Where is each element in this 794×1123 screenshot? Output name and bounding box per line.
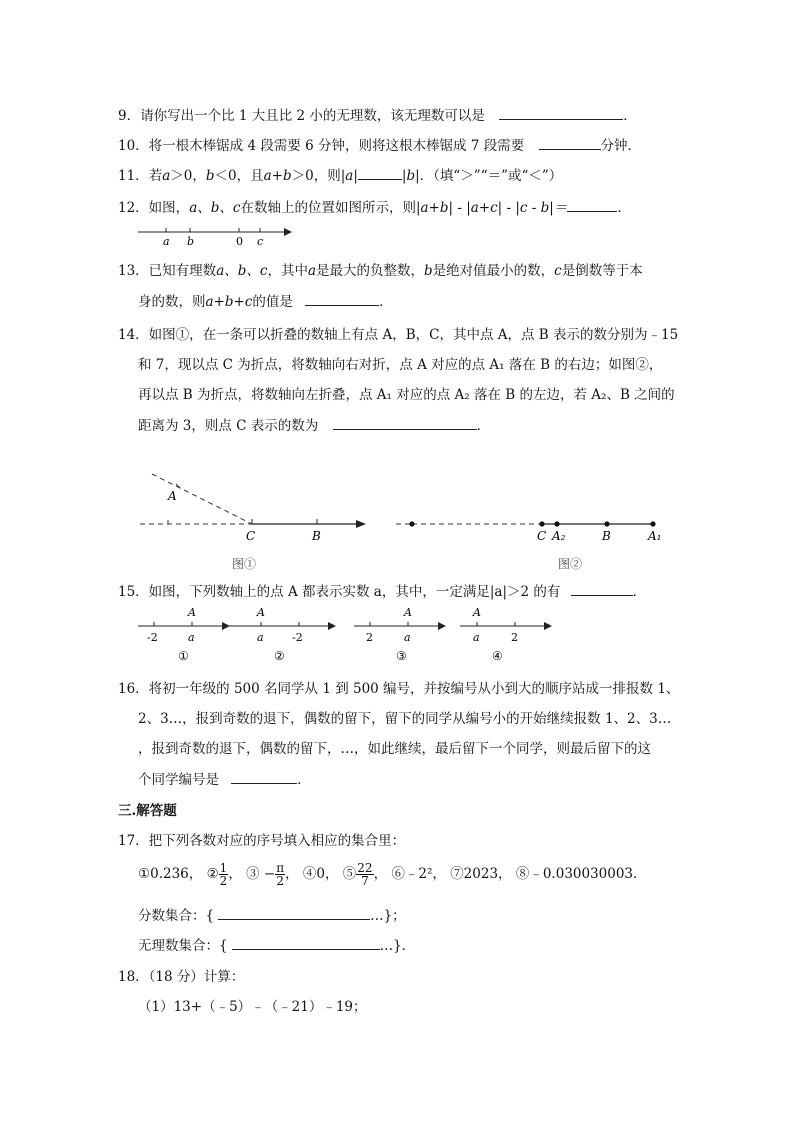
label-a: a	[163, 235, 170, 248]
answer-blank-14[interactable]	[333, 416, 477, 430]
axis-arrow	[438, 622, 446, 630]
q14-figure-2	[394, 468, 674, 574]
tick-label-2: a	[188, 631, 195, 644]
answer-blank-13[interactable]	[305, 292, 379, 306]
tick-label-2: 2	[511, 631, 518, 644]
q12-number-line	[136, 222, 296, 248]
tick-label-2: a	[404, 631, 411, 644]
question-14-line1: 14．如图①，在一条可以折叠的数轴上有点 A，B，C，其中点 A，点 B 表示的数分别为﹣15	[118, 327, 679, 343]
question-16-line1: 16．将初一年级的 500 名同学从 1 到 500 编号，并按编号从小到大的顺序站成一排报数 1、	[118, 681, 680, 697]
label-c: C	[537, 529, 547, 543]
point-label: A	[473, 606, 481, 619]
label-a: A	[168, 489, 177, 503]
question-17-title: 17．把下列各数对应的序号填入相应的集合里：	[118, 833, 406, 849]
label-b: b	[187, 235, 195, 248]
point-a2	[554, 521, 559, 526]
folded-dashed-segment	[152, 474, 252, 524]
caption: ②	[274, 649, 285, 663]
answer-blank-12[interactable]	[567, 198, 617, 212]
section-heading: 三.解答题	[118, 803, 177, 819]
label-b: B	[602, 529, 611, 543]
q14-figure-1	[136, 468, 376, 574]
point-c	[539, 521, 544, 526]
q15-axis-2	[216, 604, 340, 666]
label-b: B	[312, 529, 321, 543]
caption-fig2: 图②	[558, 557, 583, 571]
fraction-set-blank[interactable]	[218, 906, 370, 920]
label-0: 0	[236, 235, 243, 248]
point-b	[604, 521, 609, 526]
question-18-title: 18．（18 分）计算：	[118, 969, 245, 985]
fraction-set-line: 分数集合：{ …}；	[138, 908, 406, 924]
irrational-set-blank[interactable]	[232, 936, 380, 950]
caption: ①	[178, 649, 189, 663]
question-16-line2: 2、3…，报到奇数的退下，偶数的留下，留下的同学从编号小的开始继续报数 1、2、3…	[138, 711, 672, 727]
answer-blank-10[interactable]	[539, 136, 601, 150]
point-a1	[650, 521, 655, 526]
question-11: 11．若a＞0，b＜0，且a+b＞0，则|a| |b|．（填“＞”“＝”或“＜”）	[118, 168, 563, 184]
question-15: 15．如图，下列数轴上的点 A 都表示实数 a，其中，一定满足|a|＞2 的有 ．	[118, 584, 647, 600]
question-14-line3: 再以点 B 为折点，将数轴向左折叠，点 A₁ 对应的点 A₂ 落在 B 的左边，若 A₂、B 之间的	[138, 387, 675, 403]
question-13-line1: 13．已知有理数a、b、c，其中a是最大的负整数，b是绝对值最小的数，c是倒数等于本	[118, 263, 643, 279]
axis-arrow	[544, 622, 552, 630]
answer-blank-11[interactable]	[358, 166, 402, 180]
answer-blank-15[interactable]	[571, 582, 633, 596]
answer-blank-9[interactable]	[499, 106, 623, 120]
label-a1: A₁	[648, 529, 662, 543]
question-16-line3: ，报到奇数的退下，偶数的留下，…，如此继续，最后留下一个同学，则最后留下的这	[138, 741, 651, 757]
caption: ③	[396, 649, 407, 663]
question-16-line4: 个同学编号是 ．	[138, 772, 311, 788]
axis-arrow	[356, 520, 366, 528]
answer-blank-16[interactable]	[231, 770, 297, 784]
question-12: 12．如图，a、b、c在数轴上的位置如图所示，则|a+b| - |a+c| - |c - b|＝ ．	[118, 200, 631, 216]
question-9: 9．请你写出一个比 1 大且比 2 小的无理数，该无理数可以是 ．	[118, 108, 637, 124]
caption: ④	[492, 649, 503, 663]
point-label: A	[404, 606, 412, 619]
question-14-line4: 距离为 3，则点 C 表示的数为 ．	[138, 418, 491, 434]
label-c: c	[257, 235, 264, 248]
tick-label-2: -2	[292, 631, 303, 644]
label-a2: A₂	[552, 529, 566, 543]
question-14-line2: 和 7，现以点 C 为折点，将数轴向右对折，点 A 对应的点 A₁ 落在 B 的右边；如图②，	[138, 357, 663, 373]
question-10: 10．将一根木棒锯成 4 段需要 6 分钟，则将这根木棒锯成 7 段需要 分钟．	[118, 138, 641, 154]
q15-axis-4	[458, 604, 558, 666]
axis-arrow	[284, 228, 292, 236]
point-label: A	[188, 606, 196, 619]
tick-label-1: a	[473, 631, 480, 644]
tick-label-1: -2	[147, 631, 158, 644]
axis-arrow	[328, 622, 336, 630]
question-17-items: ①0.236， ② $\frac{1}{2}$ ， ③ − $\frac{\pi}{2}$ ， ④0， ⑤ $\frac{22}{7}$ ， ⑥﹣2²， ⑦2023， ⑧﹣0.030030003．	[138, 861, 647, 888]
irrational-set-line: 无理数集合：{ …}．	[138, 938, 416, 954]
question-18-part1: （1）13+（﹣5）﹣（﹣21）﹣19；	[138, 999, 367, 1015]
tick-label-1: a	[257, 631, 264, 644]
caption-fig1: 图①	[232, 557, 257, 571]
label-c: C	[246, 529, 256, 543]
point-label: A	[257, 606, 265, 619]
question-13-line2: 身的数，则a+b+c的值是 ．	[138, 294, 393, 310]
q15-axis-3	[352, 604, 452, 666]
tick-label-1: 2	[366, 631, 373, 644]
